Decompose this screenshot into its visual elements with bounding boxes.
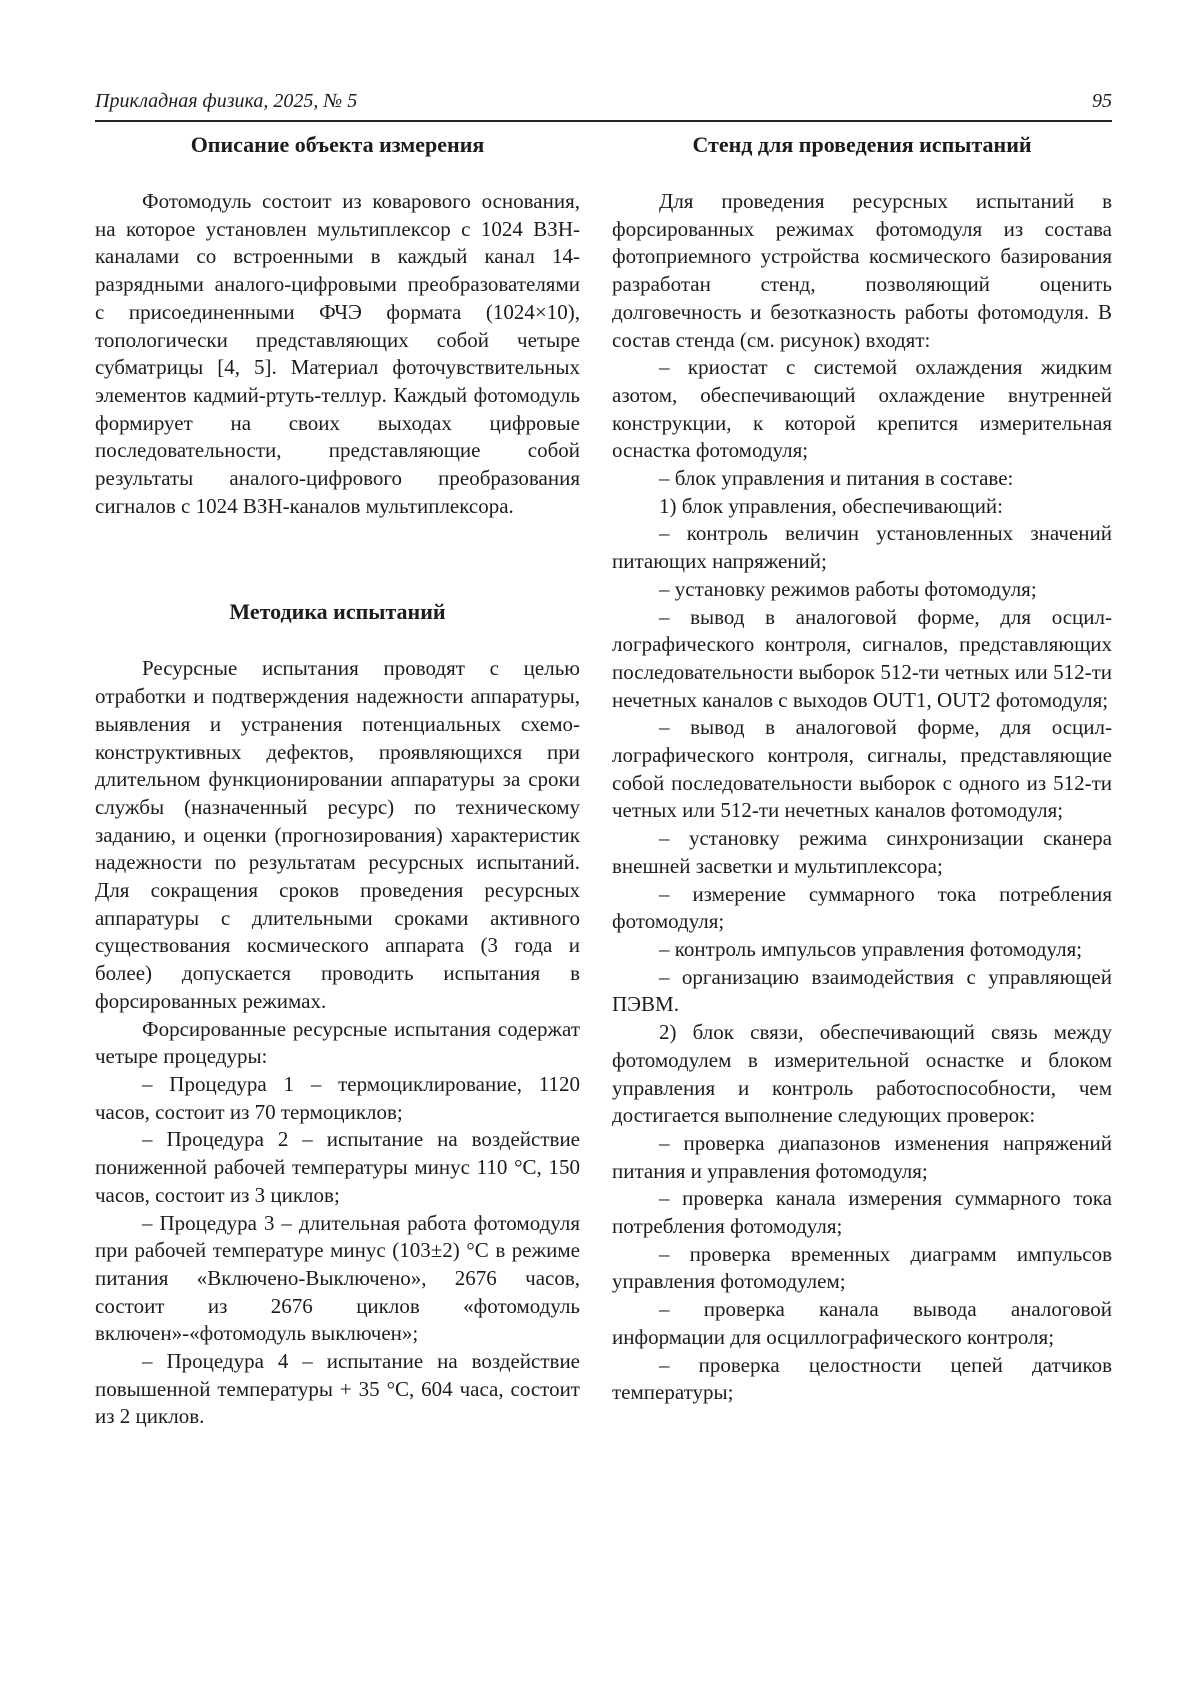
list-item-procedure-4: – Процедура 4 – испытание на воздействие повышенной температуры + 35 °С, 604 часа, состоит из 2 циклов. bbox=[95, 1349, 580, 1429]
list-item-analog-output-single: – вывод в аналоговой форме, для осциллографического контроля, сигналы, представляющие собой последовательности выборок с одного из 512-ти четных или 512-ти нечетных каналов фотомодуля; bbox=[612, 715, 1112, 823]
list-item-control-unit: 1) блок управления, обеспечивающий: bbox=[659, 493, 1004, 518]
list-item-check-voltage-ranges: – проверка диапазонов изменения напряжений питания и управления фотомодуля; bbox=[612, 1130, 1112, 1183]
list-item-analog-output-512: – вывод в аналоговой форме, для осциллографического контроля, сигналов, представляющих последовательности выборок 512-ти четных или 512-ти нечетных каналов с выходов OUT1, OUT2 фотомодуля; bbox=[612, 604, 1112, 712]
heading-test-stand: Стенд для проведения испытаний bbox=[692, 132, 1032, 157]
heading-object-description: Описание объекта измерения bbox=[190, 132, 485, 157]
heading-test-method: Методика испытаний bbox=[229, 599, 446, 625]
paragraph-resource-tests-purpose: Ресурсные испытания проводят с целью отработки и подтверждения надежности аппаратуры, выявления и устранения потенциальных схемо-конструктивных дефектов, проявляющихся при длительном функционировании аппаратуры за сроки службы (назначенный ресурс) по техническому заданию, и оценки (прогнозирования) характеристик надежности по результатам ресурсных испытаний. Для сокращения сроков проведения ресурсных аппаратуры с длительными сроками активного существования космического аппарата (3 года и более) допускается проводить испытания в форсированных режимах. bbox=[95, 656, 580, 1013]
two-column-body bbox=[95, 131, 1112, 1431]
running-header bbox=[95, 90, 1112, 113]
list-item-voltage-control: – контроль величин установленных значений питающих напряжений; bbox=[612, 521, 1112, 574]
list-item-procedure-2: – Процедура 2 – испытание на воздействие пониженной рабочей температуры минус 110 °С, 150 часов, состоит из 3 циклов; bbox=[95, 1127, 580, 1207]
journal-reference: Прикладная физика, 2025, № 5 bbox=[95, 90, 358, 112]
paragraph-photomodule-description: Фотомодуль состоит из коварового основания, на которое установлен мультиплексор с 1024 ВЗН-каналами со встроенными в каждый канал 14-разрядными аналого-цифровыми преобразователями с присоединенными ФЧЭ формата (1024×10), топологически представляющих собой четыре субматрицы [4, 5]. Материал фоточувствительных элементов кадмий-ртуть-теллур. Каждый фотомодуль формирует на своих выходах цифровые последовательности, представляющие собой результаты аналого-цифрового преобразования сигналов с 1024 ВЗН-каналов мультиплексора. bbox=[95, 189, 580, 518]
list-item-check-current-channel: – проверка канала измерения суммарного тока потребления фотомодуля; bbox=[612, 1186, 1112, 1239]
right-column bbox=[612, 131, 1112, 1431]
list-item-check-analog-channel: – проверка канала вывода аналоговой информации для осциллографического контроля; bbox=[612, 1297, 1112, 1349]
header-rule bbox=[95, 120, 1112, 122]
list-item-check-timing-diagrams: – проверка временных диаграмм импульсов управления фотомодулем; bbox=[612, 1241, 1112, 1294]
list-item-mode-setting: – установку режимов работы фотомодуля; bbox=[659, 576, 1037, 601]
list-item-procedure-3: – Процедура 3 – длительная работа фотомодуля при рабочей температуре минус (103±2) °С в режиме питания «Включено-Выключено», 2676 часов, состоит из 2676 циклов «фотомодуль включен»-«фотомодуль выключен»; bbox=[95, 1210, 580, 1346]
page-number: 95 bbox=[1092, 90, 1112, 112]
left-column bbox=[95, 131, 580, 1431]
list-item-cryostat: – криостат с системой охлаждения жидким азотом, обеспечивающий охлаждение внутренней конструкции, к которой крепится измерительная оснастка фотомодуля; bbox=[612, 355, 1112, 463]
list-item-pulse-control: – контроль импульсов управления фотомодуля; bbox=[659, 936, 1083, 961]
list-item-pc-interaction: – организацию взаимодействия с управляющей ПЭВМ. bbox=[612, 964, 1112, 1017]
paragraph-stand-intro: Для проведения ресурсных испытаний в форсированных режимах фотомодуля из состава фотоприемного устройства космического базирования разработан стенд, позволяющий оценить долговечность и безотказность работы фотомодуля. В состав стенда (см. рисунок) входят: bbox=[612, 189, 1112, 352]
list-item-control-power-unit: – блок управления и питания в составе: bbox=[659, 466, 1014, 491]
list-item-check-temp-sensors: – проверка целостности цепей датчиков температуры; bbox=[612, 1352, 1112, 1405]
list-item-comm-unit: 2) блок связи, обеспечивающий связь между фотомодулем в измерительной оснастке и блоком управления и контроль работоспособности, чем достигается выполнение следующих проверок: bbox=[612, 1020, 1112, 1128]
list-item-procedure-1: – Процедура 1 – термоциклирование, 1120 часов, состоит из 70 термоциклов; bbox=[95, 1071, 580, 1124]
paragraph-four-procedures-intro: Форсированные ресурсные испытания содержат четыре процедуры: bbox=[95, 1016, 580, 1069]
list-item-sync-mode: – установку режима синхронизации сканера внешней засветки и мультиплексора; bbox=[612, 826, 1112, 878]
list-item-current-measurement: – измерение суммарного тока потребления фотомодуля; bbox=[612, 881, 1112, 934]
